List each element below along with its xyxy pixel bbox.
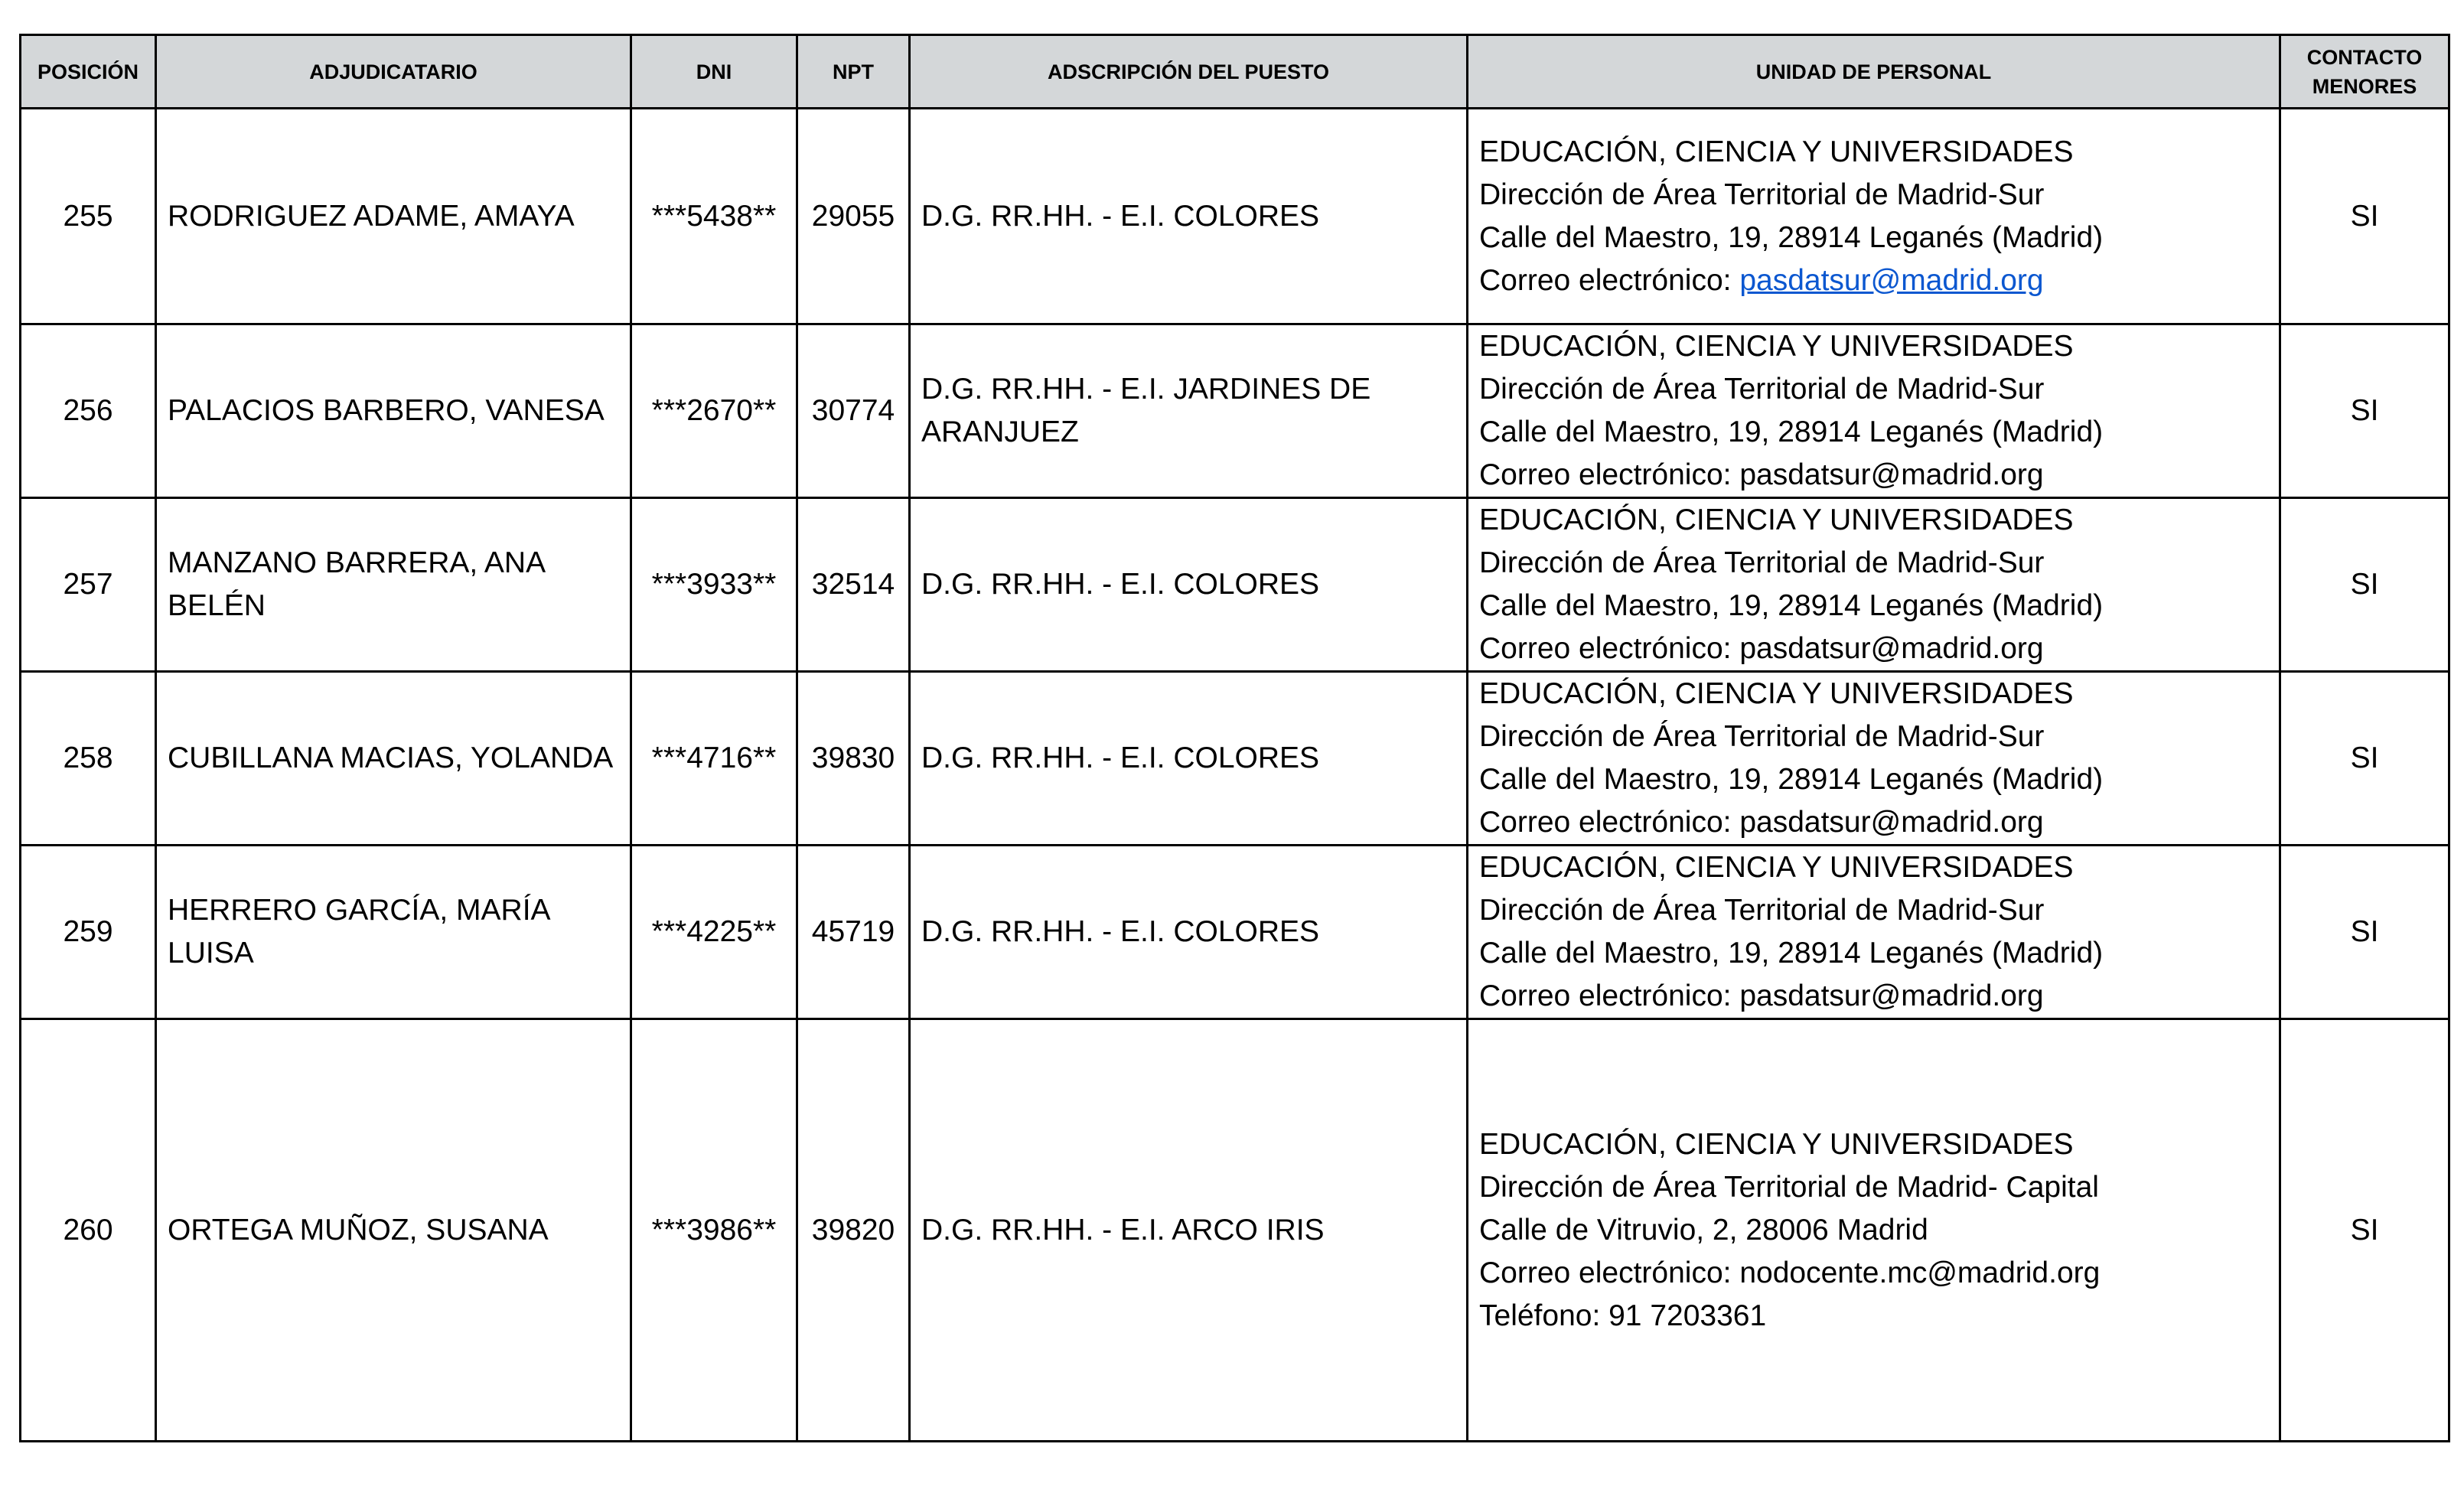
cell-adscripcion: D.G. RR.HH. - E.I. COLORES [910,109,1468,324]
cell-npt: 45719 [797,846,910,1019]
unidad-direccion: Dirección de Área Territorial de Madrid-Sur [1479,720,2045,753]
cell-npt: 32514 [797,498,910,672]
correo-label: Correo electrónico: [1479,1256,1740,1289]
unidad-correo-line [1479,454,2268,497]
email-text: nodocente.mc@madrid.org [1739,1256,2101,1289]
cell-contacto-menores: SI [2280,1019,2449,1442]
table-row [21,109,2449,324]
unidad-direccion: Dirección de Área Territorial de Madrid- Capital [1479,1170,2099,1204]
unidad-direccion: Dirección de Área Territorial de Madrid-Sur [1479,546,2045,579]
header-posicion: POSICIÓN [21,35,156,109]
cell-contacto-menores: SI [2280,672,2449,846]
unidad-consejeria: EDUCACIÓN, CIENCIA Y UNIVERSIDADES [1479,1127,2074,1161]
cell-adjudicatario: HERRERO GARCÍA, MARÍA LUISA [156,846,631,1019]
email-link[interactable]: pasdatsur@madrid.org [1739,263,2044,297]
cell-unidad [1468,846,2280,1019]
cell-adjudicatario: PALACIOS BARBERO, VANESA [156,324,631,498]
unidad-consejeria: EDUCACIÓN, CIENCIA Y UNIVERSIDADES [1479,330,2074,363]
unidad-consejeria: EDUCACIÓN, CIENCIA Y UNIVERSIDADES [1479,677,2074,710]
cell-unidad [1468,109,2280,324]
cell-npt: 29055 [797,109,910,324]
cell-dni: ***4716** [631,672,797,846]
header-contacto-menores: CONTACTO MENORES [2280,35,2449,109]
email-text: pasdatsur@madrid.org [1739,632,2044,665]
cell-posicion: 259 [21,846,156,1019]
unidad-calle: Calle de Vitruvio, 2, 28006 Madrid [1479,1213,1928,1247]
unidad-correo-line [1479,1252,2268,1295]
cell-adjudicatario: RODRIGUEZ ADAME, AMAYA [156,109,631,324]
cell-dni: ***4225** [631,846,797,1019]
header-row [21,35,2449,109]
cell-unidad [1468,672,2280,846]
table-row [21,498,2449,672]
email-text: pasdatsur@madrid.org [1739,806,2044,839]
cell-adscripcion: D.G. RR.HH. - E.I. COLORES [910,672,1468,846]
email-text: pasdatsur@madrid.org [1739,979,2044,1012]
header-adscripcion: ADSCRIPCIÓN DEL PUESTO [910,35,1468,109]
unidad-correo-line [1479,975,2268,1018]
unidad-calle: Calle del Maestro, 19, 28914 Leganés (Madrid) [1479,937,2104,970]
cell-adjudicatario: CUBILLANA MACIAS, YOLANDA [156,672,631,846]
cell-contacto-menores: SI [2280,324,2449,498]
unidad-consejeria: EDUCACIÓN, CIENCIA Y UNIVERSIDADES [1479,135,2074,168]
cell-dni: ***3933** [631,498,797,672]
cell-contacto-menores: SI [2280,846,2449,1019]
email-text: pasdatsur@madrid.org [1739,458,2044,491]
header-adjudicatario: ADJUDICATARIO [156,35,631,109]
unidad-direccion: Dirección de Área Territorial de Madrid-Sur [1479,894,2045,927]
header-npt: NPT [797,35,910,109]
cell-posicion: 258 [21,672,156,846]
unidad-calle: Calle del Maestro, 19, 28914 Leganés (Madrid) [1479,416,2104,448]
cell-dni: ***2670** [631,324,797,498]
cell-dni: ***3986** [631,1019,797,1442]
unidad-consejeria: EDUCACIÓN, CIENCIA Y UNIVERSIDADES [1479,851,2074,884]
unidad-calle: Calle del Maestro, 19, 28914 Leganés (Madrid) [1479,589,2104,622]
cell-unidad [1468,324,2280,498]
correo-label: Correo electrónico: [1479,632,1740,665]
cell-unidad [1468,1019,2280,1442]
correo-label: Correo electrónico: [1479,979,1740,1012]
cell-adscripcion: D.G. RR.HH. - E.I. JARDINES DE ARANJUEZ [910,324,1468,498]
cell-adscripcion: D.G. RR.HH. - E.I. COLORES [910,498,1468,672]
cell-posicion: 256 [21,324,156,498]
cell-adjudicatario: MANZANO BARRERA, ANA BELÉN [156,498,631,672]
unidad-correo-line [1479,801,2268,844]
cell-adscripcion: D.G. RR.HH. - E.I. ARCO IRIS [910,1019,1468,1442]
unidad-telefono: Teléfono: 91 7203361 [1479,1299,1767,1332]
cell-dni: ***5438** [631,109,797,324]
unidad-direccion: Dirección de Área Territorial de Madrid-Sur [1479,373,2045,406]
unidad-correo-line [1479,627,2268,670]
table-row [21,324,2449,498]
header-dni: DNI [631,35,797,109]
correo-label: Correo electrónico: [1479,806,1740,839]
unidad-calle: Calle del Maestro, 19, 28914 Leganés (Madrid) [1479,220,2104,254]
table-row [21,1019,2449,1442]
unidad-direccion: Dirección de Área Territorial de Madrid-Sur [1479,178,2045,211]
unidad-calle: Calle del Maestro, 19, 28914 Leganés (Madrid) [1479,763,2104,796]
header-unidad: UNIDAD DE PERSONAL [1468,35,2280,109]
table-row [21,672,2449,846]
cell-posicion: 257 [21,498,156,672]
adjudicaciones-table [19,34,2450,1442]
correo-label: Correo electrónico: [1479,263,1740,297]
cell-unidad [1468,498,2280,672]
cell-contacto-menores: SI [2280,498,2449,672]
cell-adscripcion: D.G. RR.HH. - E.I. COLORES [910,846,1468,1019]
cell-posicion: 260 [21,1019,156,1442]
unidad-consejeria: EDUCACIÓN, CIENCIA Y UNIVERSIDADES [1479,504,2074,536]
cell-npt: 30774 [797,324,910,498]
cell-npt: 39820 [797,1019,910,1442]
cell-npt: 39830 [797,672,910,846]
correo-label: Correo electrónico: [1479,458,1740,491]
cell-contacto-menores: SI [2280,109,2449,324]
unidad-correo-line [1479,259,2268,302]
cell-adjudicatario: ORTEGA MUÑOZ, SUSANA [156,1019,631,1442]
cell-posicion: 255 [21,109,156,324]
table-row [21,846,2449,1019]
